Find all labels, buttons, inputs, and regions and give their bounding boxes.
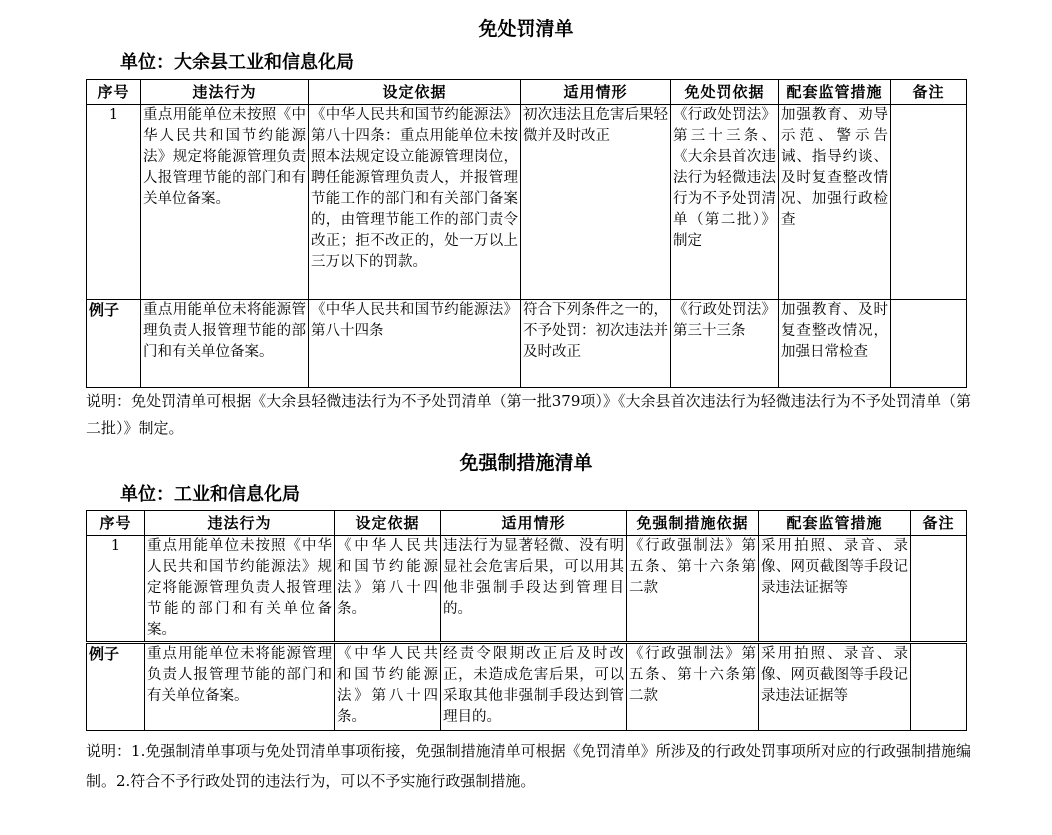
cell-basis: 《中华人民共和国节约能源法》第八十四条：重点用能单位未按照本法规定设立能源管理岗位，聘任能源管理负责人，并报管理节能工作的部门和有关部门备案的，由管理节能工作的部门责令改正；拒不改正的，处一万以上三万以下的罚款。 [309, 105, 521, 300]
cell-seq: 例子 [87, 300, 141, 388]
header-seq: 序号 [87, 511, 145, 536]
cell-measures: 加强教育、及时复查整改情况，加强日常检查 [779, 300, 891, 388]
cell-violation: 重点用能单位未将能源管理负责人报管理节能的部门和有关单位备案。 [145, 643, 335, 731]
table-header-row [87, 80, 967, 105]
coercion-unit-label: 单位：工业和信息化局 [120, 484, 300, 505]
cell-violation: 重点用能单位未按照《中华人民共和国节约能源法》规定将能源管理负责人报管理节能的部门和有关单位备案。 [145, 536, 335, 643]
cell-measures: 加强教育、劝导示范、警示告诫、指导约谈、及时复查整改情况、加强行政检查 [779, 105, 891, 300]
cell-seq: 1 [87, 536, 145, 643]
penalty-unit-label: 单位：大余县工业和信息化局 [120, 52, 354, 73]
cell-violation: 重点用能单位未将能源管理负责人报管理节能的部门和有关单位备案。 [141, 300, 309, 388]
cell-basis: 《中华人民共和国节约能源法》第八十四条。 [335, 536, 441, 643]
cell-remark [891, 105, 967, 300]
penalty-note: 说明：免处罚清单可根据《大余县轻微违法行为不予处罚清单（第一批379项）》《大余县首次违法行为轻微违法行为不予处罚清单（第二批）》制定。 [86, 392, 971, 437]
cell-exempt-basis: 《行政处罚法》第三十三条 [671, 300, 779, 388]
cell-seq: 1 [87, 105, 141, 300]
header-situation: 适用情形 [521, 80, 671, 105]
cell-measures: 采用拍照、录音、录像、网页截图等手段记录违法证据等 [759, 536, 911, 643]
cell-exempt-basis: 《行政强制法》第五条、第十六条第二款 [627, 536, 759, 643]
header-seq: 序号 [87, 80, 141, 105]
header-exempt-basis: 免强制措施依据 [627, 511, 759, 536]
cell-basis: 《中华人民共和国节约能源法》第八十四条。 [335, 643, 441, 731]
cell-remark [891, 300, 967, 388]
table-row [87, 536, 967, 643]
cell-exempt-basis: 《行政强制法》第五条、第十六条第二款 [627, 643, 759, 731]
header-measures: 配套监管措施 [759, 511, 911, 536]
penalty-exemption-title: 免处罚清单 [478, 18, 574, 40]
cell-situation: 经责令限期改正后及时改正，未造成危害后果，可以采取其他非强制手段达到管理目的。 [441, 643, 627, 731]
cell-exempt-basis: 《行政处罚法》第三十三条、《大余县首次违法行为轻微违法行为不予处罚清单（第二批）》制定 [671, 105, 779, 300]
cell-basis: 《中华人民共和国节约能源法》第八十四条 [309, 300, 521, 388]
header-basis: 设定依据 [335, 511, 441, 536]
cell-remark [911, 643, 967, 731]
header-violation: 违法行为 [145, 511, 335, 536]
cell-seq: 例子 [87, 643, 145, 731]
cell-remark [911, 536, 967, 643]
cell-situation: 违法行为显著轻微、没有明显社会危害后果，可以用其他非强制手段达到管理目的。 [441, 536, 627, 643]
cell-violation: 重点用能单位未按照《中华人民共和国节约能源法》规定将能源管理负责人报管理节能的部门和有关单位备案。 [141, 105, 309, 300]
table-row [87, 300, 967, 388]
table-row [87, 105, 967, 300]
header-exempt-basis: 免处罚依据 [671, 80, 779, 105]
header-measures: 配套监管措施 [779, 80, 891, 105]
table-row [87, 643, 967, 731]
cell-measures: 采用拍照、录音、录像、网页截图等手段记录违法证据等 [759, 643, 911, 731]
header-violation: 违法行为 [141, 80, 309, 105]
coercion-note: 说明：1.免强制清单事项与免处罚清单事项衔接，免强制措施清单可根据《免罚清单》所涉及的行政处罚事项所对应的行政强制措施编制。2.符合不予行政处罚的违法行为，可以不予实施行政强制措施。 [86, 742, 971, 790]
cell-situation: 初次违法且危害后果轻微并及时改正 [521, 105, 671, 300]
header-remark: 备注 [891, 80, 967, 105]
coercion-exemption-table [86, 510, 967, 731]
cell-situation: 符合下列条件之一的，不予处罚：初次违法并及时改正 [521, 300, 671, 388]
header-situation: 适用情形 [441, 511, 627, 536]
penalty-exemption-table [86, 79, 967, 388]
coercion-exemption-title: 免强制措施清单 [459, 452, 593, 474]
table-header-row [87, 511, 967, 536]
header-basis: 设定依据 [309, 80, 521, 105]
header-remark: 备注 [911, 511, 967, 536]
